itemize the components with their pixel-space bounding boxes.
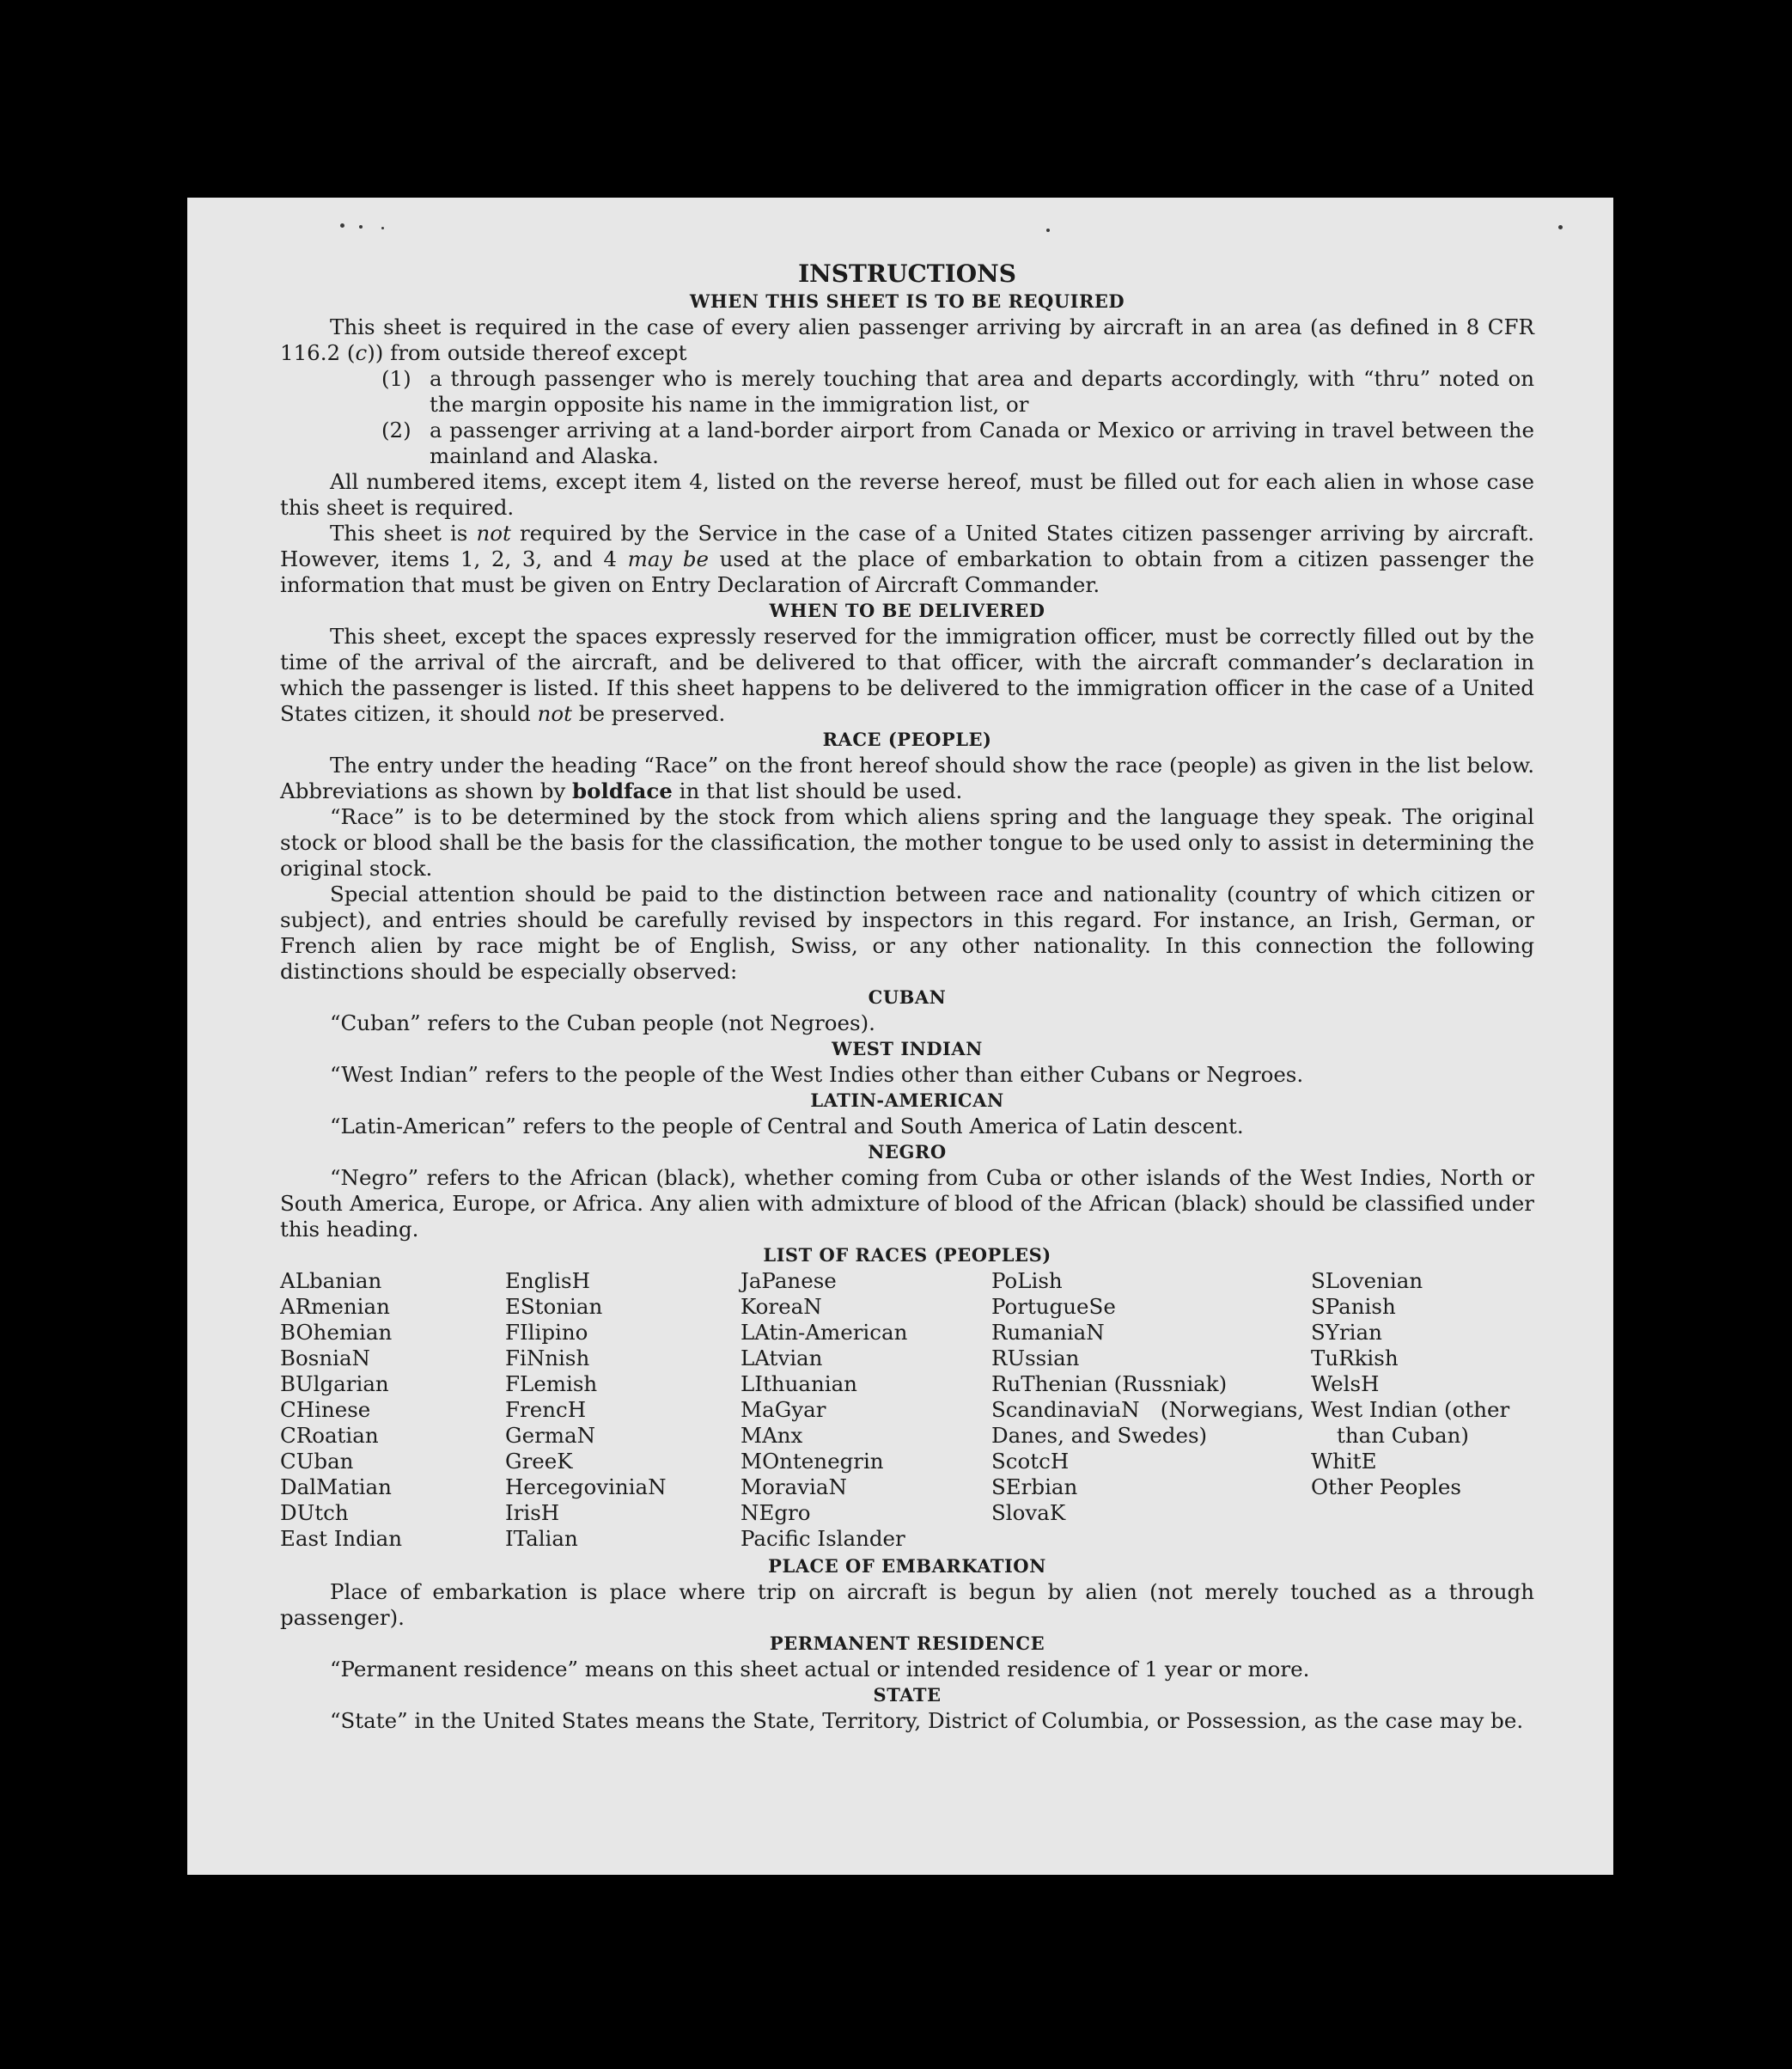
race-list-item: SErbian (991, 1474, 1078, 1499)
race-list-item: EStonian (505, 1294, 603, 1319)
page-title: INSTRUCTIONS (798, 259, 1016, 288)
race-list-item: MOntenegrin (741, 1449, 884, 1474)
instruction-sheet (187, 198, 1613, 1875)
race-list-column-5 (1311, 1268, 1534, 1552)
race-list-item: CUban (280, 1449, 354, 1474)
speck (1046, 229, 1050, 232)
race-list-item: LAtvian (741, 1346, 823, 1370)
speck (1558, 225, 1563, 229)
section-heading-state: STATE (873, 1684, 942, 1706)
list-item-exception-2: (2) a passenger arriving at a land-border airport from Canada or Mexico or arriving in travel between the mainland and Alaska. (381, 418, 1534, 468)
section-heading-list-of-races: LIST OF RACES (PEOPLES) (763, 1244, 1051, 1266)
race-list-item-continuation: than Cuban) (1337, 1423, 1469, 1448)
race-list-item: Pacific Islander (741, 1526, 905, 1551)
section-heading-west-indian: WEST INDIAN (832, 1038, 983, 1059)
race-list-item: TuRkish (1311, 1346, 1399, 1370)
race-list-item: WelsH (1311, 1371, 1380, 1396)
race-list-item: LAtin-American (741, 1320, 908, 1345)
race-list-item: GermaN (505, 1423, 596, 1448)
race-list-item: DalMatian (280, 1474, 392, 1499)
race-list-item: FIlipino (505, 1320, 588, 1345)
race-list-item: ARmenian (280, 1294, 390, 1319)
race-list-item: LIthuanian (741, 1371, 857, 1396)
race-list-item: East Indian (280, 1526, 403, 1551)
race-list-item: MaGyar (741, 1397, 826, 1422)
race-list-item: RUssian (991, 1346, 1080, 1370)
race-list-item: IrisH (505, 1500, 560, 1525)
race-list-item: SPanish (1311, 1294, 1396, 1319)
race-list-item: KoreaN (741, 1294, 822, 1319)
race-list-item: FLemish (505, 1371, 598, 1396)
definition-west-indian: “West Indian” refers to the people of the West Indies other than either Cubans or Negroes. (330, 1062, 1304, 1087)
race-list-item: BUlgarian (280, 1371, 389, 1396)
race-list-item: PoLish (991, 1268, 1063, 1293)
race-list-item: BosniaN (280, 1346, 370, 1370)
paragraph-required-intro: This sheet is required in the case of every alien passenger arriving by aircraft in an area (as defined in 8 CFR 116.2 (c)) from outside thereof except (280, 314, 1534, 365)
section-heading-embarkation: PLACE OF EMBARKATION (768, 1555, 1046, 1577)
race-list-item: Other Peoples (1311, 1474, 1461, 1499)
race-list-item: SlovaK (991, 1500, 1066, 1525)
definition-cuban: “Cuban” refers to the Cuban people (not Negroes). (330, 1010, 875, 1035)
paragraph-race-3: Special attention should be paid to the distinction between race and nationality (country of which citizen or subject), and entries should be carefully revised by inspectors in this regard. For instance, an Irish, German, or French alien by race might be of English, Swiss, or any other nationality. In this connection the following distinctions should be especially observed: (280, 882, 1534, 984)
definition-latin-american: “Latin-American” refers to the people of Central and South America of Latin descent. (330, 1114, 1244, 1138)
paragraph-embarkation: Place of embarkation is place where trip on aircraft is begun by alien (not merely touched as a through passenger). (280, 1579, 1534, 1630)
section-heading-delivered: WHEN TO BE DELIVERED (769, 600, 1045, 621)
race-list-column-4 (991, 1268, 1311, 1552)
section-heading-race: RACE (PEOPLE) (822, 729, 992, 750)
race-list (280, 1268, 1534, 1552)
paragraph-race-1: The entry under the heading “Race” on the front hereof should show the race (people) as given in the list below. Abbreviations as shown by boldface in that list should be used. (280, 753, 1534, 803)
paragraph-race-2: “Race” is to be determined by the stock from which aliens spring and the language they speak. The original stock or blood shall be the basis for the classification, the mother tongue to be used only to assist in determining the original stock. (280, 804, 1534, 881)
race-list-item: CRoatian (280, 1423, 379, 1448)
race-list-item: NEgro (741, 1500, 811, 1525)
race-list-item: GreeK (505, 1449, 573, 1474)
race-list-item: WhitE (1311, 1449, 1377, 1474)
list-item-exception-1: (1) a through passenger who is merely touching that area and departs accordingly, with “thru” noted on the margin opposite his name in the immigration list, or (381, 366, 1534, 417)
race-list-item: BOhemian (280, 1320, 393, 1345)
speck (340, 223, 344, 228)
definition-negro: “Negro” refers to the African (black), whether coming from Cuba or other islands of the West Indies, North or South America, Europe, or Africa. Any alien with admixture of blood of the African (black) should be classified under this heading. (280, 1165, 1534, 1242)
race-list-item: DUtch (280, 1500, 349, 1525)
paragraph-residence: “Permanent residence” means on this sheet actual or intended residence of 1 year or more. (330, 1657, 1310, 1681)
race-list-item: ScotcH (991, 1449, 1070, 1474)
race-list-column-3 (741, 1268, 991, 1552)
paragraph-numbered-items: All numbered items, except item 4, listed on the reverse hereof, must be filled out for each alien in whose case this sheet is required. (280, 469, 1534, 520)
section-heading-residence: PERMANENT RESIDENCE (769, 1633, 1045, 1654)
race-list-item: SLovenian (1311, 1268, 1423, 1293)
paragraph-citizen: This sheet is not required by the Service in the case of a United States citizen passenger arriving by aircraft. However, items 1, 2, 3, and 4 may be used at the place of embarkation to obtain from a citizen passenger the information that must be given on Entry Declaration of Aircraft Commander. (280, 521, 1535, 597)
paragraph-state: “State” in the United States means the State, Territory, District of Columbia, or Possession, as the case may be. (330, 1708, 1524, 1733)
race-list-item: RuThenian (Russniak) (991, 1371, 1228, 1396)
paragraph-delivered: This sheet, except the spaces expressly reserved for the immigration officer, must be correctly filled out by the time of the arrival of the aircraft, and be delivered to that officer, with the aircraft commander’s declaration in which the passenger is listed. If this sheet happens to be delivered to the immigration officer in the case of a United States citizen, it should not be preserved. (280, 624, 1534, 726)
race-list-item: West Indian (other (1311, 1397, 1510, 1422)
race-list-item: RumaniaN (991, 1320, 1105, 1345)
race-list-item: ALbanian (280, 1268, 382, 1293)
race-list-item: EnglisH (505, 1268, 590, 1293)
race-list-item: MAnx (741, 1423, 803, 1448)
race-list-column-2 (505, 1268, 741, 1552)
race-list-item: PortugueSe (991, 1294, 1116, 1319)
section-heading-required: WHEN THIS SHEET IS TO BE REQUIRED (689, 290, 1125, 312)
race-list-item: ScandinaviaN (Norwegians, Danes, and Swedes) (991, 1397, 1304, 1448)
section-heading-negro: NEGRO (868, 1141, 947, 1163)
race-list-item: ITalian (505, 1526, 578, 1551)
race-list-item: FrencH (505, 1397, 587, 1422)
section-heading-cuban: CUBAN (868, 986, 947, 1008)
race-list-item: MoraviaN (741, 1474, 847, 1499)
race-list-item: JaPanese (741, 1268, 837, 1293)
race-list-item: CHinese (280, 1397, 371, 1422)
race-list-item: HercegoviniaN (505, 1474, 667, 1499)
speck (381, 227, 384, 229)
section-heading-latin-american: LATIN-AMERICAN (810, 1089, 1004, 1111)
speck (359, 225, 363, 229)
race-list-item: FiNnish (505, 1346, 590, 1370)
race-list-item: SYrian (1311, 1320, 1382, 1345)
race-list-column-1 (280, 1268, 505, 1552)
